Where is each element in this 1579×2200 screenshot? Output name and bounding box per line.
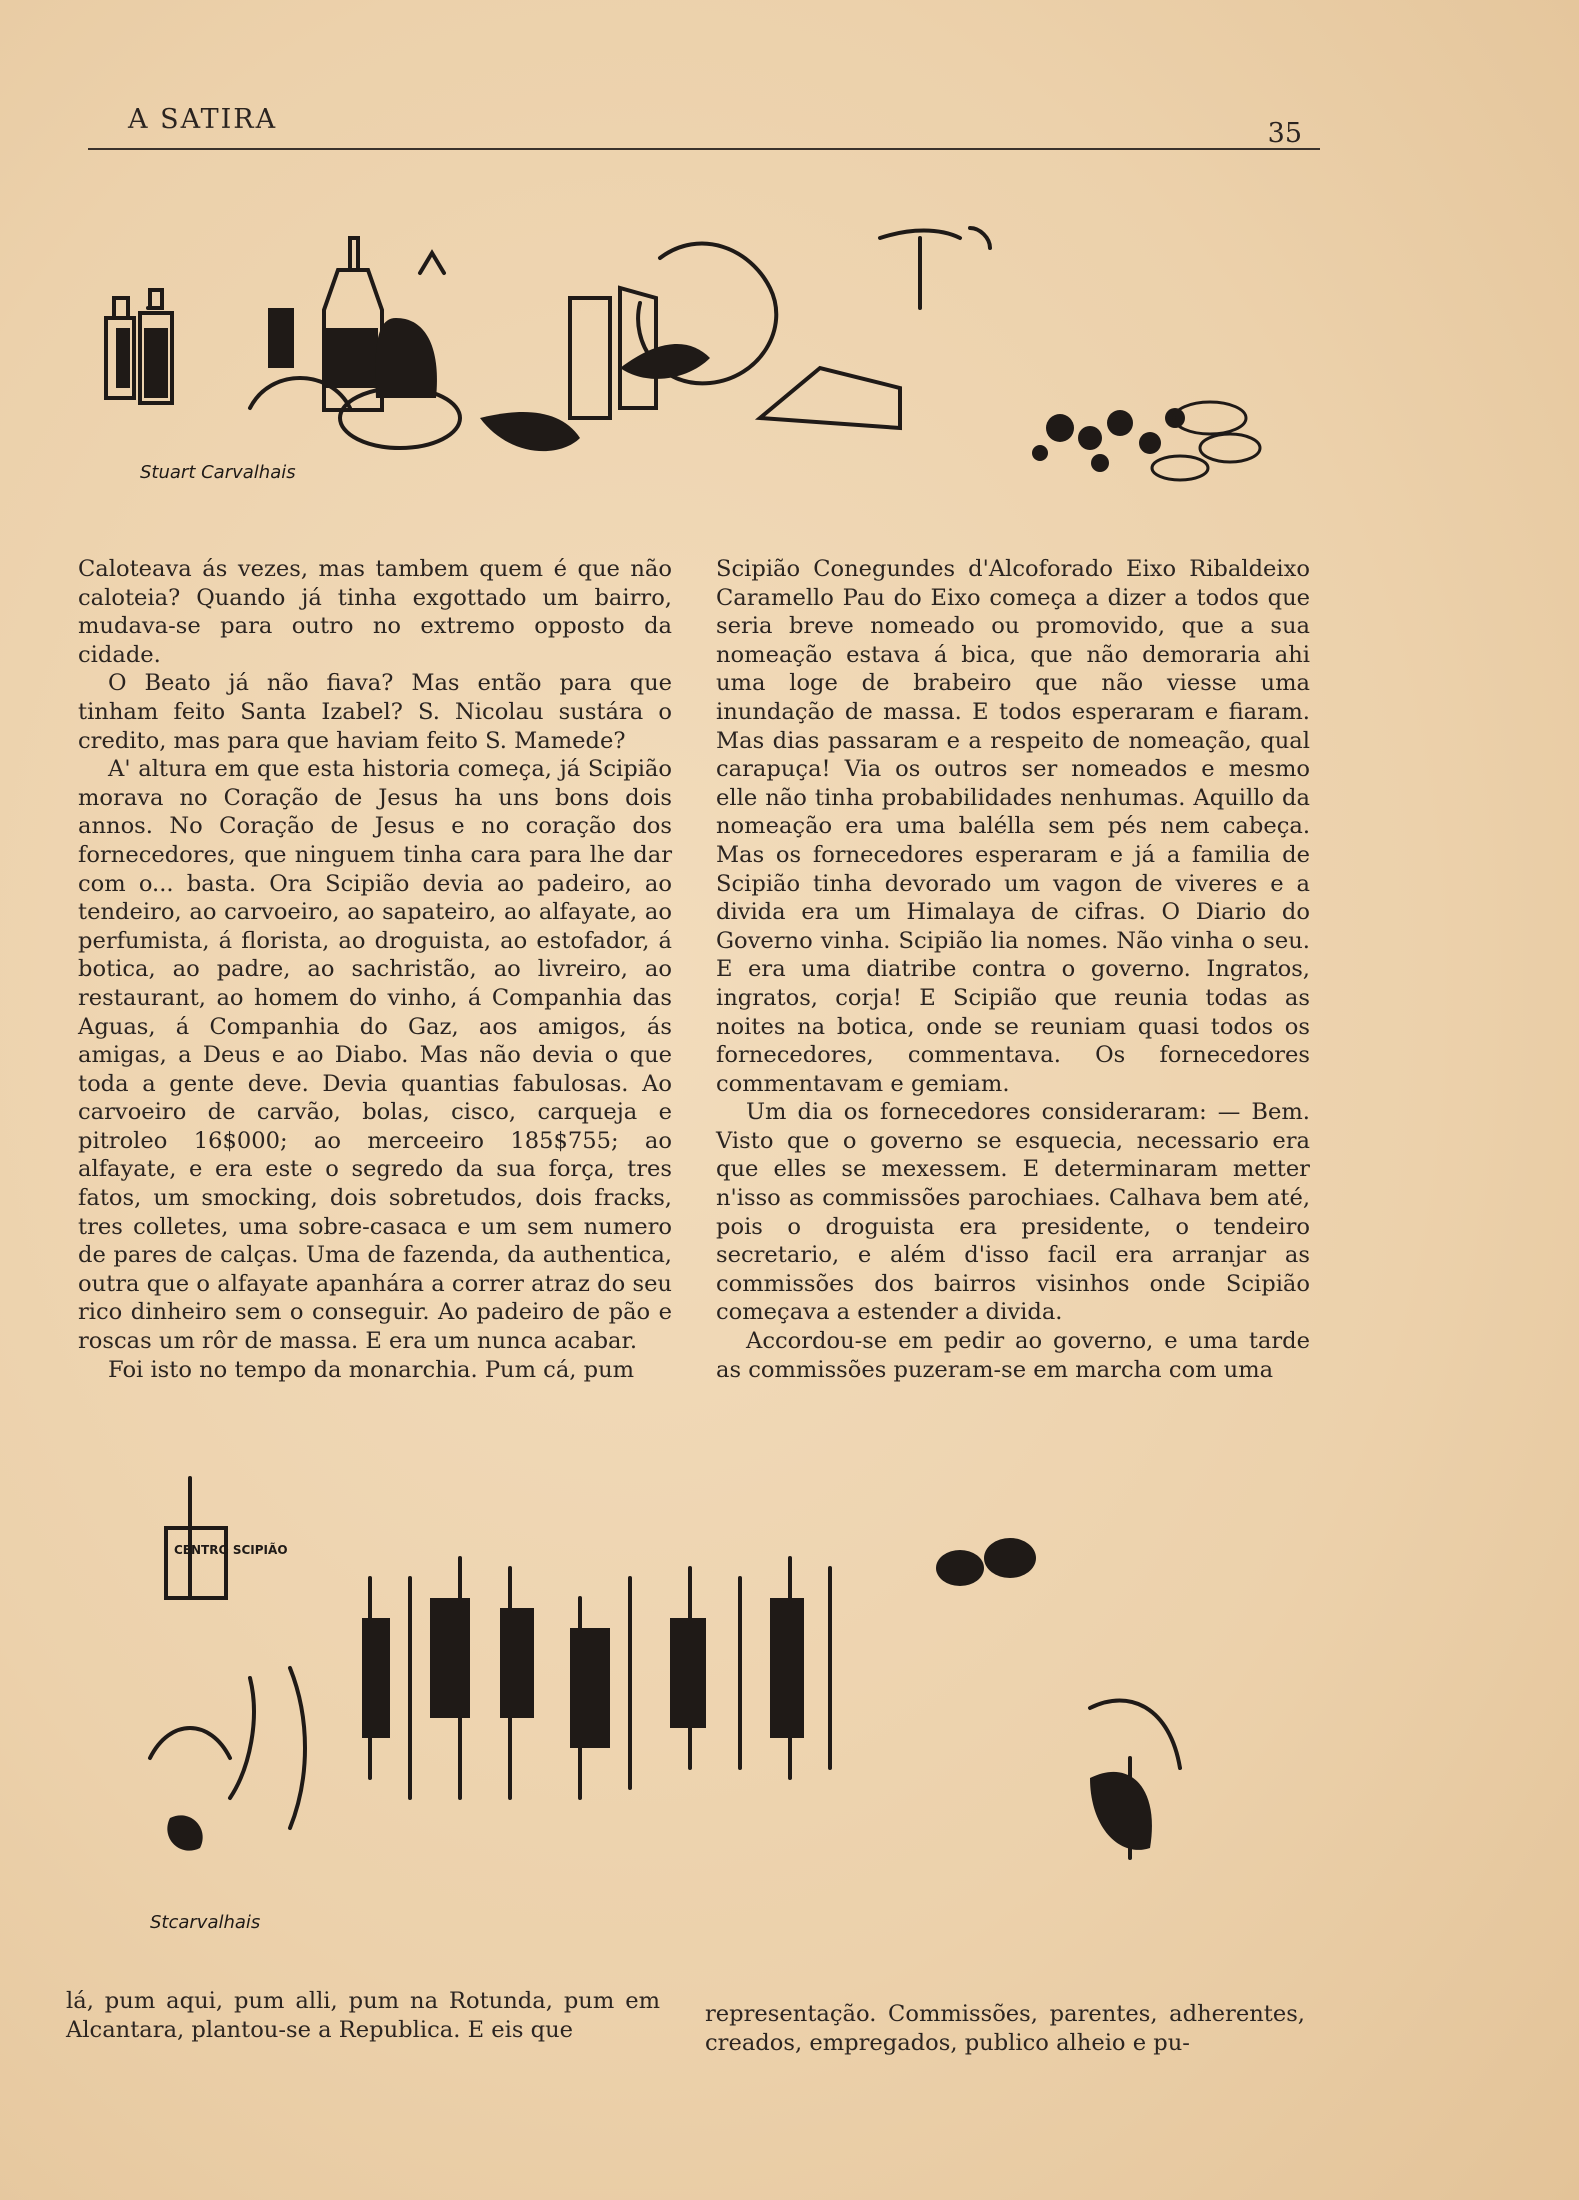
crowd-illustration — [130, 1458, 1280, 1968]
left-column-top — [78, 555, 672, 1384]
crowd-sign: CENTRO SCIPIÃO — [174, 1543, 288, 1557]
paragraph: Accordou-se em pedir ao governo, e uma tarde as commissões puzeram-se em marcha com uma — [716, 1328, 1310, 1383]
page-number: 35 — [1267, 118, 1302, 149]
running-title: A SATIRA — [128, 104, 278, 135]
paragraph: Um dia os fornecedores consideraram: — Bem. Visto que o governo se esquecia, necessario era que elles se mexessem. E determinaram metter n'isso as commissões parochiaes. Calhava bem até, pois o droguista era presidente, o tendeiro secretario, e além d'isso facil era arranjar as commissões dos bairros visinhos onde Scipião começava a estender a divida. — [716, 1099, 1310, 1326]
paragraph: O Beato já não fiava? Mas então para que tinham feito Santa Izabel? S. Nicolau sustára o credito, mas para que haviam feito S. Mamede? — [78, 670, 672, 754]
header-rule — [88, 148, 1320, 150]
page-header — [88, 100, 1320, 149]
still-life-illustration — [100, 178, 1280, 488]
right-column-bottom: representação. Commissões, parentes, adherentes, creados, empregados, publico alheio e pu- — [705, 2001, 1305, 2056]
left-column-bottom: lá, pum aqui, pum alli, pum na Rotunda, pum em Alcantara, plantou-se a Republica. E eis que — [66, 1988, 660, 2043]
paragraph: Scipião Conegundes d'Alcoforado Eixo Ribaldeixo Caramello Pau do Eixo começa a dizer a todos que seria breve nomeado ou promovido, que a sua nomeação estava á bica, que não demoraria ahi uma loge de brabeiro que não viesse uma inundação de massa. E todos esperaram e fiaram. Mas dias passaram e a respeito de nomeação, qual carapuça! Via os outros ser nomeados e mesmo elle não tinha probabilidades nenhumas. Aquillo da nomeação era uma balélla sem pés nem cabeça. Mas os fornecedores esperaram e já a familia de Scipião tinha devorado um vagon de viveres e a divida era um Himalaya de cifras. O Diario do Governo vinha. Scipião lia nomes. Não vinha o seu. E era uma diatribe contra o governo. Ingratos, ingratos, corja! E Scipião que reunia todas as noites na botica, onde se reuniam quasi todos os fornecedores, commentava. Os fornecedores commentavam e gemiam. — [716, 556, 1310, 1097]
crowd-signature: Stcarvalhais — [150, 1912, 261, 1933]
paragraph: Foi isto no tempo da monarchia. Pum cá, pum — [108, 1356, 635, 1383]
right-column-top — [716, 555, 1310, 1384]
still-life-signature: Stuart Carvalhais — [140, 462, 296, 483]
paragraph: A' altura em que esta historia começa, já Scipião morava no Coração de Jesus ha uns bons dois annos. No Coração de Jesus e no coração dos fornecedores, que ninguem tinha cara para lhe dar com o... basta. Ora Scipião devia ao padeiro, ao tendeiro, ao carvoeiro, ao sapateiro, ao alfayate, ao perfumista, á florista, ao droguista, ao estofador, á botica, ao padre, ao sachristão, ao livreiro, ao restaurant, ao homem do vinho, á Companhia das Aguas, á Companhia do Gaz, aos amigos, ás amigas, a Deus e ao Diabo. Mas não devia o que toda a gente deve. Devia quantias fabulosas. Ao carvoeiro de carvão, bolas, cisco, carqueja e pitroleo 16$000; ao merceeiro 185$755; ao alfayate, e era este o segredo da sua força, tres fatos, um smocking, dois sobretudos, dois fracks, tres colletes, uma sobre-casaca e um sem numero de pares de calças. Uma de fazenda, da authentica, outra que o alfayate apanhára a correr atraz do seu rico dinheiro sem o conseguir. Ao padeiro de pão e roscas um rôr de massa. E era um nunca acabar. — [78, 756, 672, 1355]
paragraph: Caloteava ás vezes, mas tambem quem é que não caloteia? Quando já tinha exgottado um bairro, mudava-se para outro no extremo opposto da cidade. — [78, 556, 672, 668]
